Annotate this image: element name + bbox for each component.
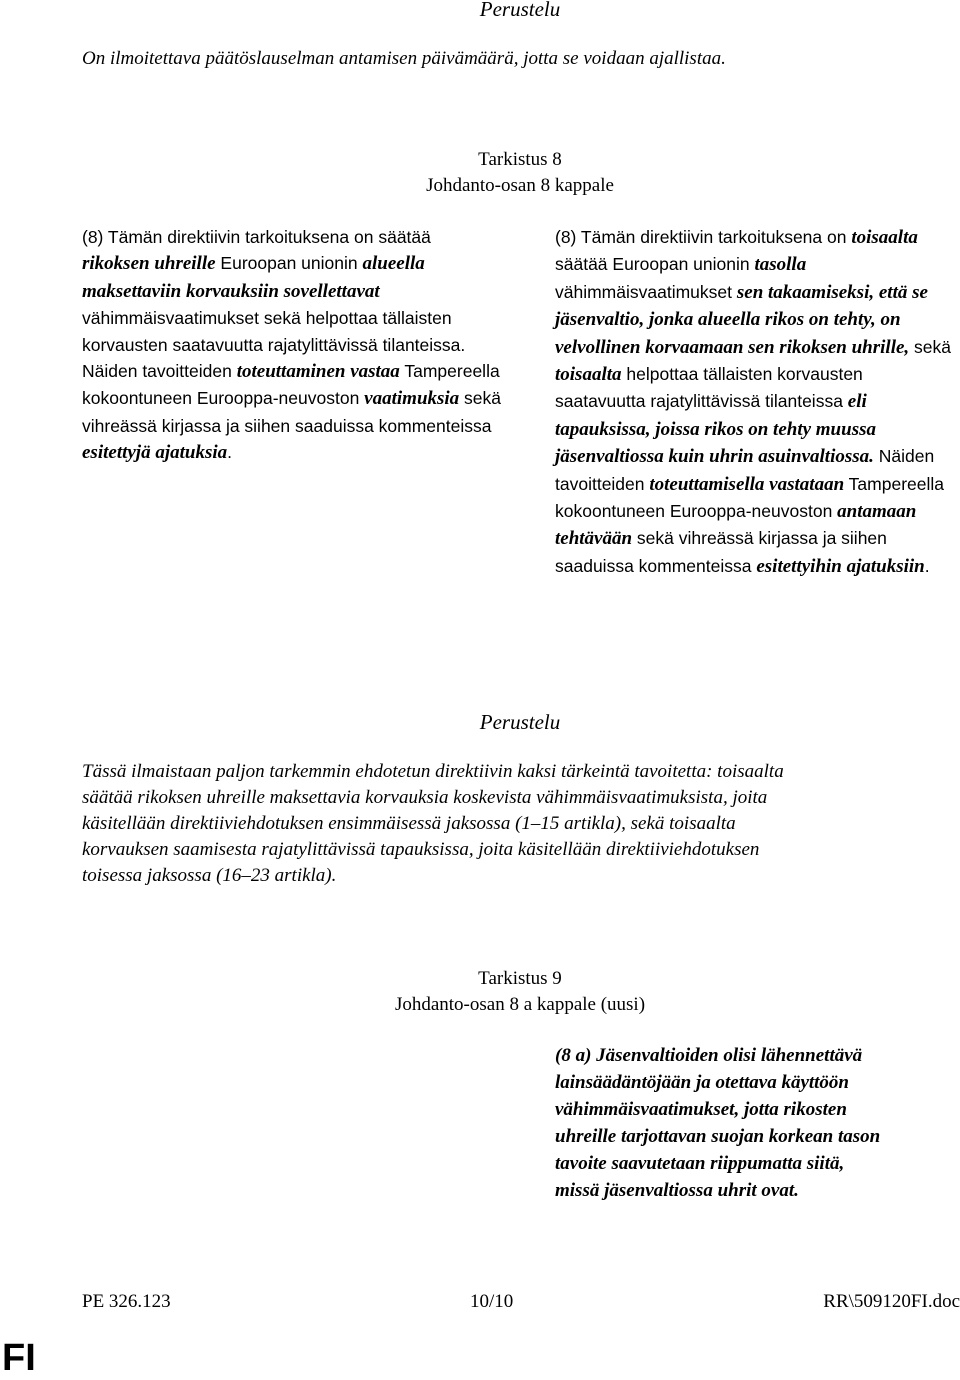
text-segment: Tampereella kokoontuneen Eurooppa-neuvoston bbox=[82, 361, 500, 409]
text-segment: sekä vihreässä kirjassa ja siihen saaduissa kommenteissa bbox=[555, 528, 887, 576]
justification-title-mid: Perustelu bbox=[479, 710, 561, 734]
emphasis-segment: toisaalta bbox=[851, 227, 918, 248]
emphasis-segment: toteuttaminen vastaa bbox=[236, 361, 400, 383]
text-segment: (8) Tämän direktiivin tarkoituksena on säätää bbox=[82, 227, 431, 247]
amendment-8-number: Tarkistus 8 bbox=[478, 149, 562, 170]
justification-title-top: Perustelu bbox=[479, 0, 561, 21]
footer-page-number: 10/10 bbox=[470, 1291, 514, 1312]
emphasis-segment: sen takaamiseksi, että se jäsenvaltio, jonka alueella rikos on tehty, on velvollinen korvaamaan sen rikoksen uhrille, bbox=[555, 281, 928, 358]
justification-text-mid bbox=[82, 759, 784, 889]
amended-line: tavoite saavutetaan riippumatta siitä, bbox=[555, 1153, 845, 1174]
justification-line: Tässä ilmaistaan paljon tarkemmin ehdotetun direktiivin kaksi tärkeintä tavoitetta: toisaalta bbox=[82, 761, 784, 782]
text-segment: . bbox=[227, 442, 233, 463]
text-segment: sekä bbox=[909, 336, 951, 357]
justification-line: käsitellään direktiiviehdotuksen ensimmäisessä jaksossa (1–15 artikla), sekä toisaalta bbox=[82, 813, 736, 834]
justification-text-top: On ilmoitettava päätöslauselman antamisen päivämäärä, jotta se voidaan ajallistaa. bbox=[82, 48, 726, 69]
emphasis-segment: alueella maksettaviin korvauksiin sovellettavat bbox=[82, 253, 425, 302]
text-segment: vähimmäisvaatimukset sekä helpottaa tällaisten korvausten saatavuutta rajatylittävissä tilanteissa. Näiden tavoitteiden bbox=[82, 308, 466, 382]
amendment-9-amended-text bbox=[555, 1042, 880, 1204]
justification-line: korvauksen saamisesta rajatylittävissä tapauksissa, joita käsitellään direktiiviehdotuksen bbox=[82, 839, 760, 860]
amendment-8-amended-text bbox=[555, 224, 955, 580]
justification-line: säätää rikoksen uhreille maksettavia korvauksia koskevista vähimmäisvaatimuksista, joita bbox=[82, 787, 768, 808]
text-segment: Euroopan unionin bbox=[215, 253, 363, 274]
language-code: FI bbox=[2, 1337, 36, 1379]
emphasis-segment: toisaalta bbox=[555, 364, 622, 386]
emphasis-segment: vaatimuksia bbox=[364, 388, 460, 410]
amendment-8-original-text bbox=[82, 224, 502, 467]
emphasis-segment: esitettyihin ajatuksiin bbox=[756, 555, 925, 577]
amended-line: vähimmäisvaatimukset, jotta rikosten bbox=[555, 1099, 847, 1120]
justification-line: toisessa jaksossa (16–23 artikla). bbox=[82, 865, 337, 886]
emphasis-segment: esitettyjä ajatuksia bbox=[82, 442, 228, 464]
text-segment: vähimmäisvaatimukset bbox=[555, 281, 737, 302]
text-segment: helpottaa tällaisten korvausten saatavuutta rajatylittävissä tilanteissa bbox=[555, 364, 863, 412]
amended-line: lainsäädäntöjään ja otettava käyttöön bbox=[555, 1072, 849, 1093]
text-segment: säätää Euroopan unionin bbox=[555, 254, 755, 275]
emphasis-segment: toteuttamisella vastataan bbox=[649, 473, 845, 495]
amendment-9-number: Tarkistus 9 bbox=[478, 968, 562, 989]
amended-line: (8 a) Jäsenvaltioiden olisi lähennettävä bbox=[555, 1045, 863, 1066]
emphasis-segment: antamaan tehtävään bbox=[555, 501, 917, 550]
footer-document-name: RR\509120FI.doc bbox=[823, 1291, 960, 1312]
text-segment: Tampereella kokoontuneen Eurooppa-neuvoston bbox=[555, 473, 945, 522]
emphasis-segment: eli tapauksissa, joissa rikos on tehty muussa jäsenvaltiossa kuin uhrin asuinvaltiossa. bbox=[555, 391, 876, 468]
amendment-8-target: Johdanto-osan 8 kappale bbox=[426, 175, 614, 196]
emphasis-segment: rikoksen uhreille bbox=[82, 253, 216, 275]
footer-reference: PE 326.123 bbox=[82, 1291, 171, 1312]
text-segment: (8) Tämän direktiivin tarkoituksena on bbox=[555, 227, 852, 247]
text-segment: Näiden tavoitteiden bbox=[555, 446, 935, 494]
amendment-9-target: Johdanto-osan 8 a kappale (uusi) bbox=[394, 994, 646, 1015]
text-segment: sekä vihreässä kirjassa ja siihen saaduissa kommenteissa bbox=[82, 388, 502, 436]
emphasis-segment: tasolla bbox=[754, 254, 807, 276]
amended-line: uhreille tarjottavan suojan korkean tason bbox=[555, 1126, 881, 1147]
amended-line: missä jäsenvaltiossa uhrit ovat. bbox=[555, 1180, 799, 1201]
text-segment: . bbox=[924, 555, 930, 576]
